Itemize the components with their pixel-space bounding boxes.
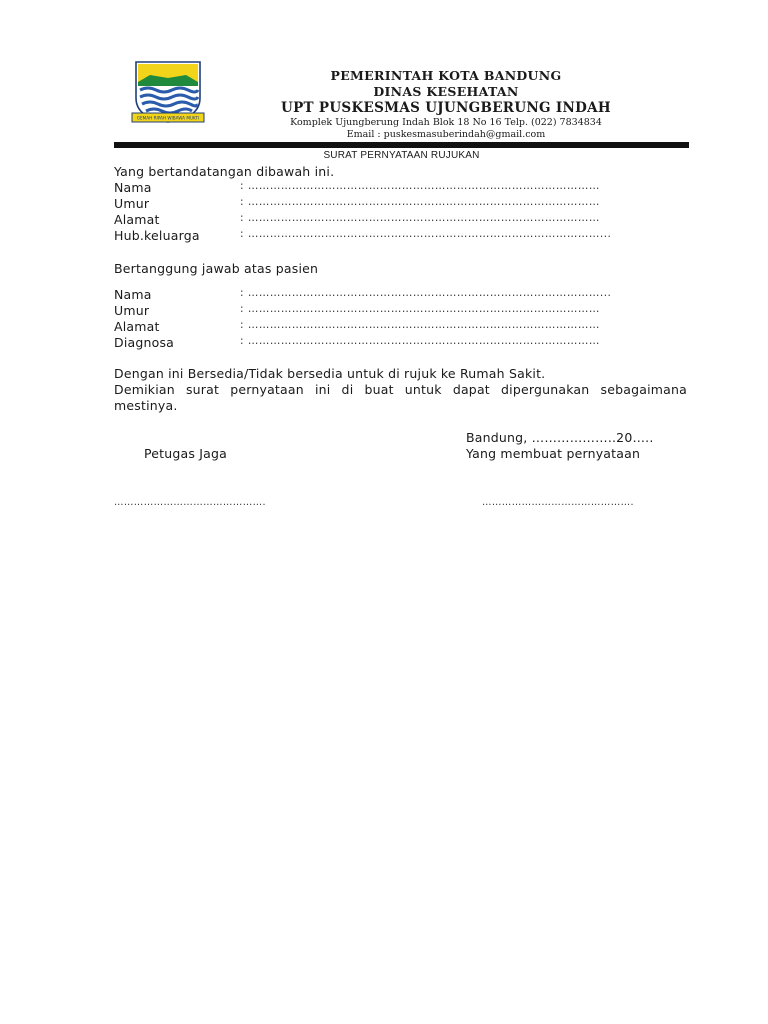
signer-field-address	[114, 212, 689, 228]
field-blank: : ……………………………………………………………………………………	[240, 319, 600, 331]
field-blank: : ……………………………………………………………………………………	[240, 180, 600, 192]
header-divider	[114, 142, 689, 148]
field-blank: : ……………………………………………………………………………………	[240, 212, 600, 224]
right-signature-line: ……………………………………….	[482, 497, 634, 508]
patient-field-address	[114, 319, 689, 335]
intro-text: Yang bertandatangan dibawah ini.	[114, 164, 335, 179]
closing-statement: Demikian surat pernyataan ini di buat untuk dapat dipergunakan sebagaimana mestinya.	[114, 382, 687, 413]
document-title: SURAT PERNYATAAN RUJUKAN	[323, 150, 480, 161]
signer-field-relationship	[114, 228, 689, 244]
field-label: Alamat	[114, 319, 160, 334]
left-signer-role: Petugas Jaga	[144, 446, 228, 461]
responsible-text: Bertanggung jawab atas pasien	[114, 261, 319, 276]
field-blank: : ……………………………………………………………………………………	[240, 196, 600, 208]
field-blank: : ……………………………………………………………………………………	[240, 335, 600, 347]
patient-field-name	[114, 287, 689, 303]
patient-field-diagnosis	[114, 335, 689, 351]
consent-statement: Dengan ini Bersedia/Tidak bersedia untuk di rujuk ke Rumah Sakit.	[114, 366, 546, 381]
signer-field-age	[114, 196, 689, 212]
left-signature-line: ……………………………………….	[114, 497, 266, 508]
letterhead-department: DINAS KESEHATAN	[373, 84, 519, 99]
letterhead-email: Email : puskesmasuberindah@gmail.com	[346, 129, 546, 140]
field-label: Nama	[114, 180, 152, 195]
patient-field-age	[114, 303, 689, 319]
field-blank: : ……………………………………………………………………………………...	[240, 228, 612, 240]
signer-field-name	[114, 180, 689, 196]
field-label: Hub.keluarga	[114, 228, 200, 243]
place-date: Bandung, ………………..20…..	[466, 430, 654, 445]
letterhead	[276, 68, 616, 141]
field-label: Nama	[114, 287, 152, 302]
letterhead-institution: UPT PUSKESMAS UJUNGBERUNG INDAH	[281, 100, 611, 116]
right-signer-role: Yang membuat pernyataan	[466, 446, 641, 461]
field-blank: : ……………………………………………………………………………………...	[240, 287, 612, 299]
letterhead-address: Komplek Ujungberung Indah Blok 18 No 16 Telp. (022) 7834834	[290, 117, 602, 128]
field-label: Alamat	[114, 212, 160, 227]
svg-text:GEMAH RIPAH WIBAWA MUKTI: GEMAH RIPAH WIBAWA MUKTI	[136, 115, 200, 121]
field-label: Umur	[114, 196, 150, 211]
field-label: Umur	[114, 303, 150, 318]
field-label: Diagnosa	[114, 335, 175, 350]
field-blank: : ……………………………………………………………………………………	[240, 303, 600, 315]
city-emblem-logo	[130, 58, 206, 128]
letterhead-government: PEMERINTAH KOTA BANDUNG	[330, 68, 562, 83]
